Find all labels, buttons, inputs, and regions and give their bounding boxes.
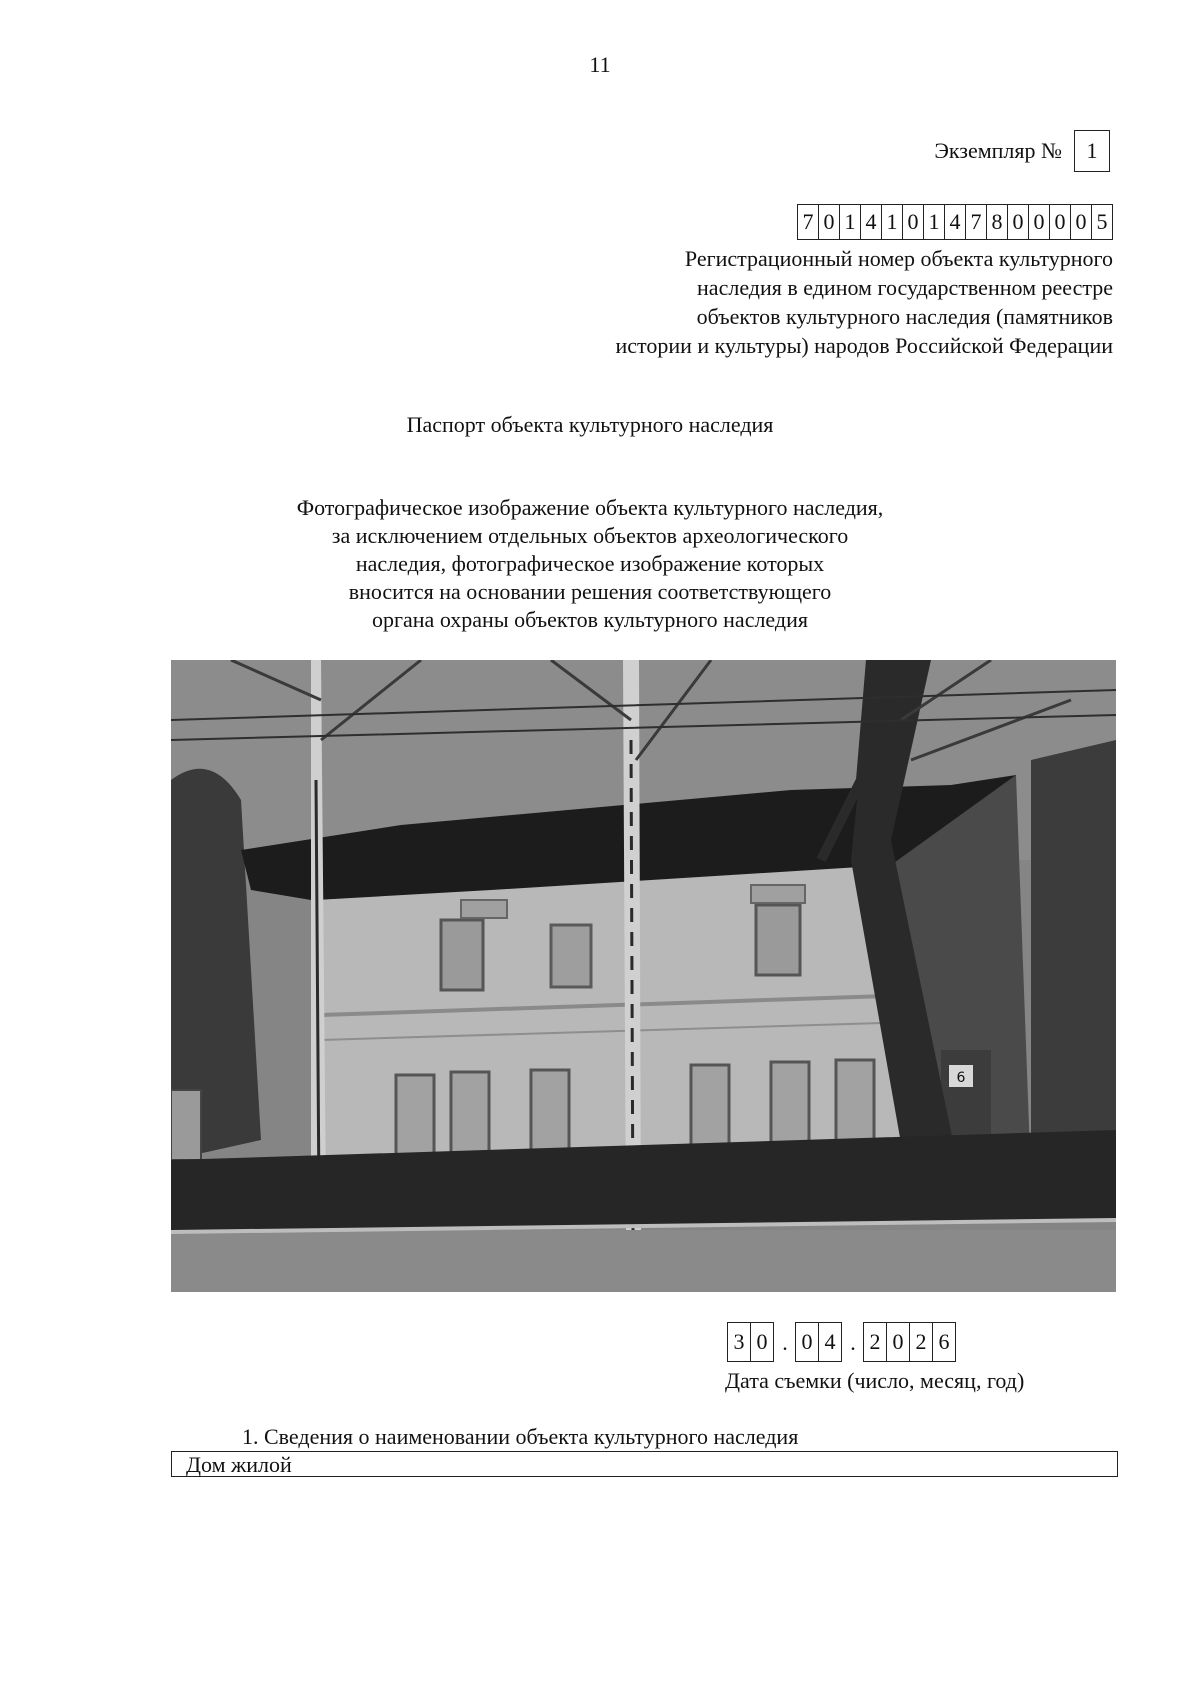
registration-digit: 0 [902,204,924,240]
house-number-sign: 6 [956,1070,966,1086]
photo-caption-line: наследия, фотографическое изображение которых [355,551,825,576]
photo-caption-line: органа охраны объектов культурного наследия [372,607,808,632]
date-digit: 0 [795,1322,819,1362]
registration-digit: 7 [965,204,987,240]
copy-number-row [934,130,1110,172]
registration-digit: 1 [923,204,945,240]
date-day [728,1322,774,1362]
copy-label: Экземпляр № [934,138,1062,163]
copy-number-box: 1 [1074,130,1110,172]
date-separator: . [850,1330,856,1355]
date-digit: 3 [727,1322,751,1362]
registration-digit: 4 [860,204,882,240]
registration-digit: 1 [839,204,861,240]
registration-digit: 0 [1049,204,1071,240]
page-number: 11 [589,52,611,77]
building-photo [171,660,1116,1292]
date-digit: 6 [932,1322,956,1362]
date-separator: . [782,1330,788,1355]
registration-caption-line: Регистрационный номер объекта культурного [684,246,1113,271]
registration-digit: 1 [881,204,903,240]
registration-number [798,204,1113,240]
date-caption: Дата съемки (число, месяц, год) [725,1368,1025,1393]
date-digit: 2 [863,1322,887,1362]
shoot-date [728,1322,956,1362]
registration-caption [513,244,1113,360]
building-photo-illustration [171,660,1116,1292]
date-digit: 4 [818,1322,842,1362]
object-name-field: Дом жилой [171,1451,1118,1477]
registration-caption-line: объектов культурного наследия (памятников [696,304,1113,329]
passport-title: Паспорт объекта культурного наследия [406,412,774,437]
registration-digit: 4 [944,204,966,240]
photo-caption-line: за исключением отдельных объектов археологического [331,523,849,548]
section-1-title: 1. Сведения о наименовании объекта культурного наследия [242,1424,799,1449]
date-digit: 0 [750,1322,774,1362]
date-year [864,1322,956,1362]
registration-digit: 0 [1007,204,1029,240]
registration-digit: 0 [818,204,840,240]
registration-digit: 0 [1070,204,1092,240]
date-month [796,1322,842,1362]
registration-digit: 0 [1028,204,1050,240]
photo-caption [0,494,1180,634]
registration-digit: 8 [986,204,1008,240]
registration-caption-line: наследия в едином государственном реестре [697,275,1113,300]
date-digit: 2 [909,1322,933,1362]
registration-caption-line: истории и культуры) народов Российской Федерации [615,333,1113,358]
photo-caption-line: Фотографическое изображение объекта культурного наследия, [296,495,884,520]
photo-caption-line: вносится на основании решения соответствующего [348,579,832,604]
registration-digit: 5 [1091,204,1113,240]
registration-digit: 7 [797,204,819,240]
date-digit: 0 [886,1322,910,1362]
